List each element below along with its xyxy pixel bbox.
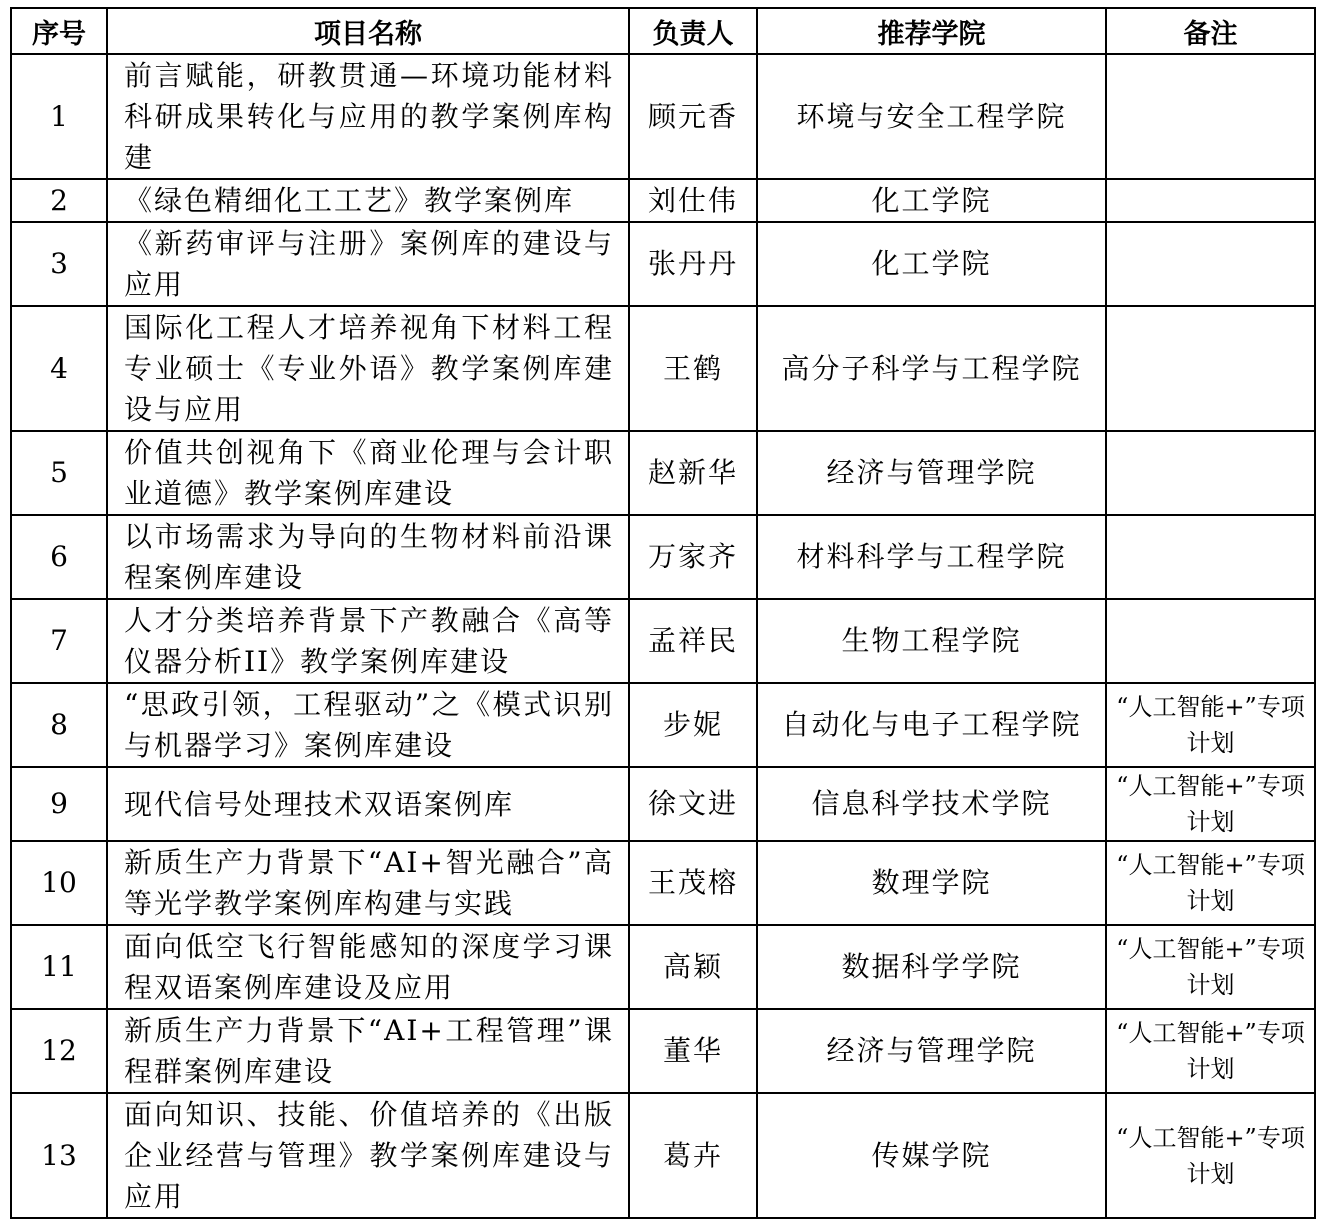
table-row [11,1009,1315,1093]
header-no: 序号 [11,8,107,54]
cell-name: 新质生产力背景下“AI+智光融合”高等光学教学案例库构建与实践 [107,841,629,925]
project-table [10,7,1316,1219]
cell-person: 王鹤 [629,306,757,431]
header-person: 负责人 [629,8,757,54]
cell-college: 生物工程学院 [757,599,1106,683]
cell-note [1106,306,1315,431]
cell-no: 7 [11,599,107,683]
cell-name: 面向低空飞行智能感知的深度学习课程双语案例库建设及应用 [107,925,629,1009]
cell-college: 信息科学技术学院 [757,767,1106,841]
table-row [11,925,1315,1009]
cell-college: 数据科学学院 [757,925,1106,1009]
table-row [11,431,1315,515]
cell-no: 4 [11,306,107,431]
cell-person: 刘仕伟 [629,179,757,222]
cell-person: 张丹丹 [629,222,757,306]
table-row [11,683,1315,767]
cell-note [1106,222,1315,306]
cell-college: 数理学院 [757,841,1106,925]
cell-name: 《新药审评与注册》案例库的建设与应用 [107,222,629,306]
table-row [11,179,1315,222]
cell-note: “人工智能+”专项计划 [1106,1009,1315,1093]
table-row [11,599,1315,683]
cell-college: 化工学院 [757,222,1106,306]
cell-name: “思政引领，工程驱动”之《模式识别与机器学习》案例库建设 [107,683,629,767]
cell-name: 《绿色精细化工工艺》教学案例库 [107,179,629,222]
table-header-row [11,8,1315,54]
cell-no: 1 [11,54,107,179]
cell-no: 2 [11,179,107,222]
cell-no: 3 [11,222,107,306]
cell-name: 以市场需求为导向的生物材料前沿课程案例库建设 [107,515,629,599]
cell-person: 顾元香 [629,54,757,179]
cell-name: 前言赋能，研教贯通—环境功能材料科研成果转化与应用的教学案例库构建 [107,54,629,179]
cell-person: 徐文进 [629,767,757,841]
table-row [11,1093,1315,1218]
cell-note [1106,431,1315,515]
cell-name: 现代信号处理技术双语案例库 [107,767,629,841]
table-row [11,222,1315,306]
cell-person: 赵新华 [629,431,757,515]
cell-name: 人才分类培养背景下产教融合《高等仪器分析II》教学案例库建设 [107,599,629,683]
cell-person: 王茂榕 [629,841,757,925]
cell-note [1106,515,1315,599]
table-row [11,306,1315,431]
cell-name: 面向知识、技能、价值培养的《出版企业经营与管理》教学案例库建设与应用 [107,1093,629,1218]
cell-person: 步妮 [629,683,757,767]
cell-no: 8 [11,683,107,767]
cell-no: 9 [11,767,107,841]
header-note: 备注 [1106,8,1315,54]
cell-person: 董华 [629,1009,757,1093]
cell-college: 传媒学院 [757,1093,1106,1218]
cell-college: 环境与安全工程学院 [757,54,1106,179]
cell-note: “人工智能+”专项计划 [1106,925,1315,1009]
cell-note: “人工智能+”专项计划 [1106,841,1315,925]
cell-college: 经济与管理学院 [757,431,1106,515]
cell-college: 经济与管理学院 [757,1009,1106,1093]
cell-note: “人工智能+”专项计划 [1106,1093,1315,1218]
cell-college: 化工学院 [757,179,1106,222]
cell-note [1106,179,1315,222]
cell-person: 高颖 [629,925,757,1009]
table-row [11,515,1315,599]
cell-no: 10 [11,841,107,925]
cell-note [1106,54,1315,179]
cell-no: 5 [11,431,107,515]
cell-no: 13 [11,1093,107,1218]
cell-no: 11 [11,925,107,1009]
cell-name: 新质生产力背景下“AI+工程管理”课程群案例库建设 [107,1009,629,1093]
header-name: 项目名称 [107,8,629,54]
cell-note: “人工智能+”专项计划 [1106,767,1315,841]
table-row [11,841,1315,925]
cell-college: 材料科学与工程学院 [757,515,1106,599]
cell-note: “人工智能+”专项计划 [1106,683,1315,767]
cell-name: 价值共创视角下《商业伦理与会计职业道德》教学案例库建设 [107,431,629,515]
table-row [11,767,1315,841]
cell-college: 自动化与电子工程学院 [757,683,1106,767]
header-college: 推荐学院 [757,8,1106,54]
cell-no: 12 [11,1009,107,1093]
cell-note [1106,599,1315,683]
cell-no: 6 [11,515,107,599]
cell-person: 葛卉 [629,1093,757,1218]
table-row [11,54,1315,179]
cell-person: 万家齐 [629,515,757,599]
cell-name: 国际化工程人才培养视角下材料工程专业硕士《专业外语》教学案例库建设与应用 [107,306,629,431]
cell-person: 孟祥民 [629,599,757,683]
cell-college: 高分子科学与工程学院 [757,306,1106,431]
